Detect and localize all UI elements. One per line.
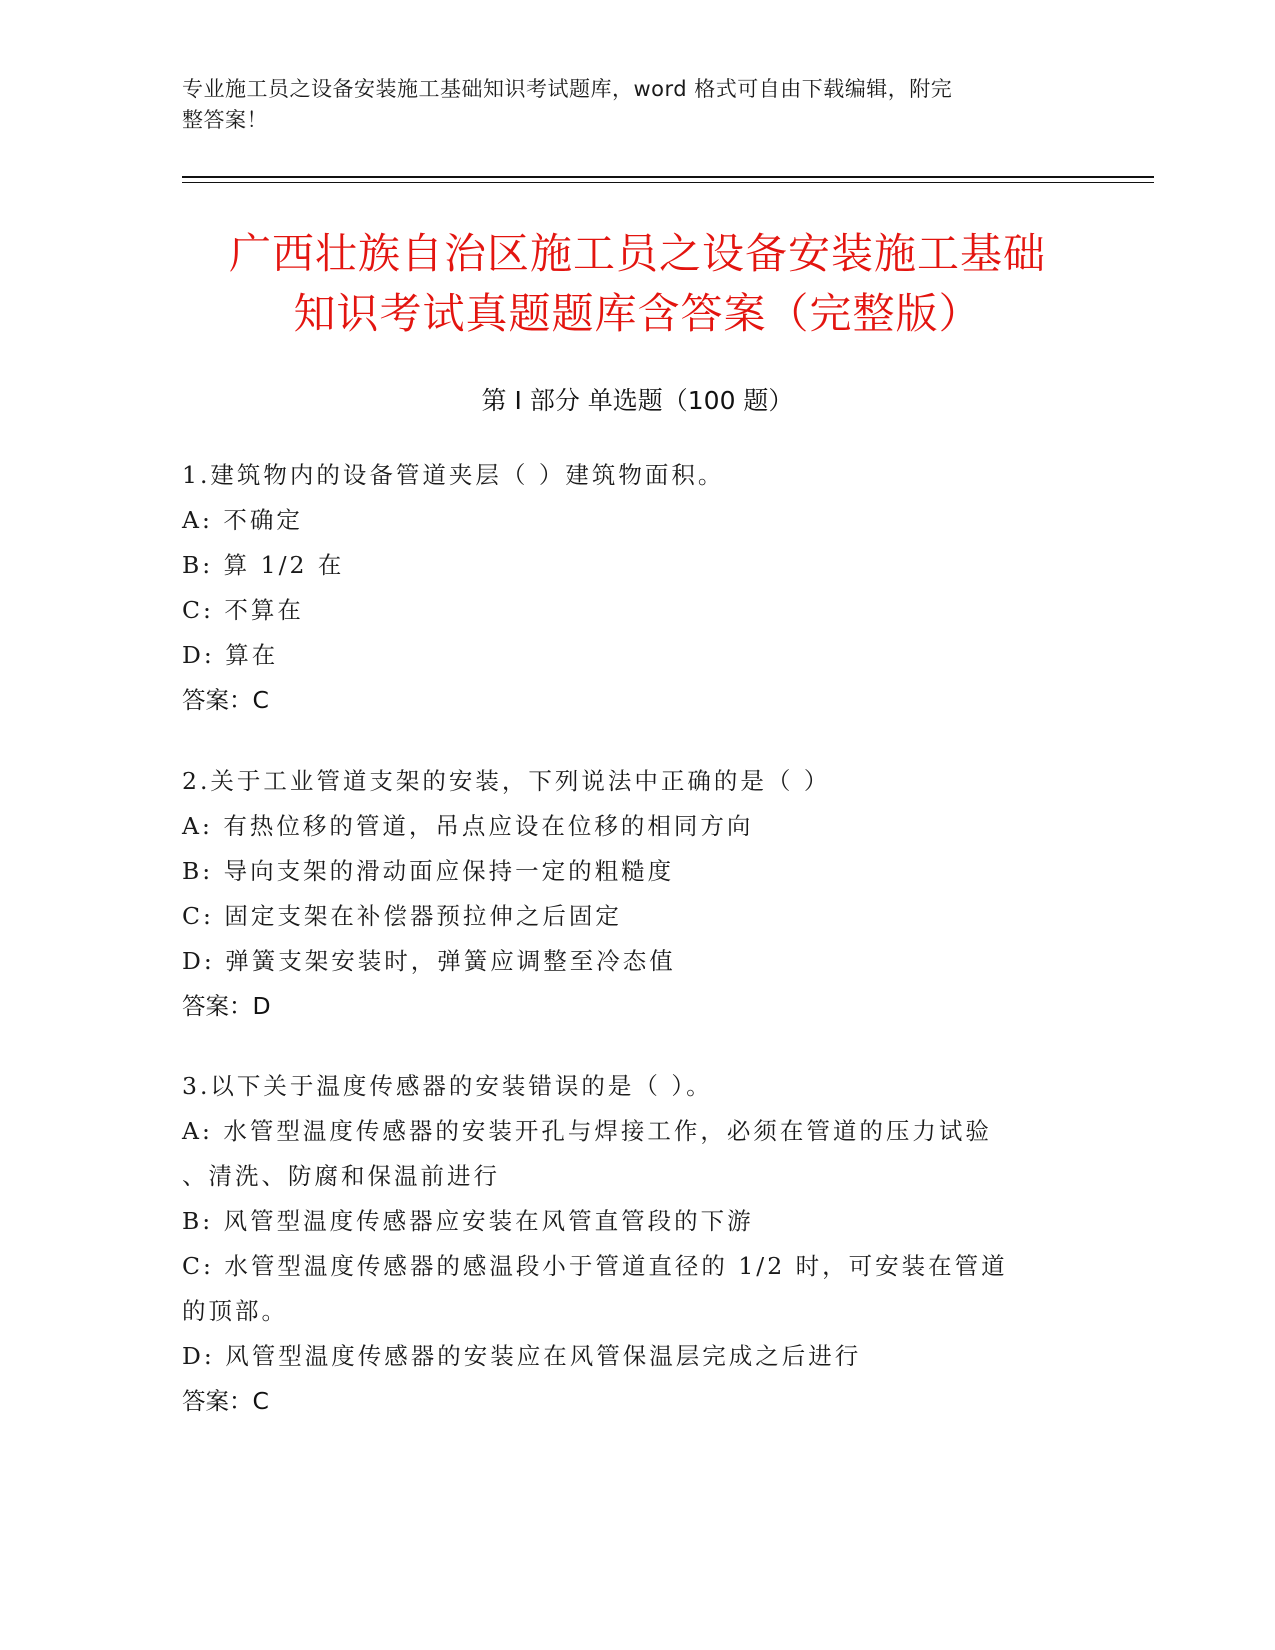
answer-value: C bbox=[252, 686, 269, 714]
option-d: D: 算在 bbox=[182, 641, 279, 669]
option-c: C: 不算在 bbox=[182, 596, 304, 624]
option-d: D: 风管型温度传感器的安装应在风管保温层完成之后进行 bbox=[182, 1342, 862, 1370]
answer-value: C bbox=[252, 1387, 269, 1415]
title-line: 知识考试真题题库含答案（完整版） bbox=[293, 289, 982, 338]
option-a: A: 水管型温度传感器的安装开孔与焊接工作，必须在管道的压力试验 bbox=[182, 1117, 992, 1145]
document-title bbox=[140, 224, 1135, 344]
answer-value: D bbox=[252, 992, 271, 1020]
answer-line bbox=[182, 1379, 1082, 1424]
header-note bbox=[182, 74, 1042, 136]
option-b: B: 导向支架的滑动面应保持一定的粗糙度 bbox=[182, 857, 675, 885]
answer-line bbox=[182, 984, 1082, 1029]
option-b: B: 算 1/2 在 bbox=[182, 551, 345, 579]
question-2 bbox=[182, 759, 1082, 1029]
answer-line bbox=[182, 678, 1082, 723]
header-note-line: 整答案！ bbox=[182, 108, 268, 132]
answer-label: 答案： bbox=[182, 992, 253, 1020]
option-a-continued: 、清洗、防腐和保温前进行 bbox=[182, 1162, 500, 1190]
section-heading: 第 I 部分 单选题（100 题） bbox=[481, 386, 794, 415]
option-c-continued: 的顶部。 bbox=[182, 1297, 288, 1325]
question-stem: 1.建筑物内的设备管道夹层（ ）建筑物面积。 bbox=[182, 461, 725, 489]
header-note-line: 专业施工员之设备安装施工基础知识考试题库，word 格式可自由下载编辑，附完 bbox=[182, 77, 953, 101]
header-divider-thin bbox=[182, 182, 1154, 183]
question-3 bbox=[182, 1064, 1082, 1424]
answer-label: 答案： bbox=[182, 1387, 253, 1415]
option-a: A: 不确定 bbox=[182, 506, 303, 534]
option-c: C: 固定支架在补偿器预拉伸之后固定 bbox=[182, 902, 622, 930]
option-a: A: 有热位移的管道，吊点应设在位移的相同方向 bbox=[182, 812, 754, 840]
option-d: D: 弹簧支架安装时，弹簧应调整至冷态值 bbox=[182, 947, 676, 975]
question-stem: 2.关于工业管道支架的安装，下列说法中正确的是（ ） bbox=[182, 767, 831, 795]
option-c: C: 水管型温度传感器的感温段小于管道直径的 1/2 时，可安装在管道 bbox=[182, 1252, 1008, 1280]
header-divider-thick bbox=[182, 176, 1154, 178]
answer-label: 答案： bbox=[182, 686, 253, 714]
question-stem: 3.以下关于温度传感器的安装错误的是（ ）。 bbox=[182, 1072, 713, 1100]
question-1 bbox=[182, 453, 1082, 723]
title-line: 广西壮族自治区施工员之设备安装施工基础 bbox=[228, 229, 1046, 278]
option-b: B: 风管型温度传感器应安装在风管直管段的下游 bbox=[182, 1207, 754, 1235]
